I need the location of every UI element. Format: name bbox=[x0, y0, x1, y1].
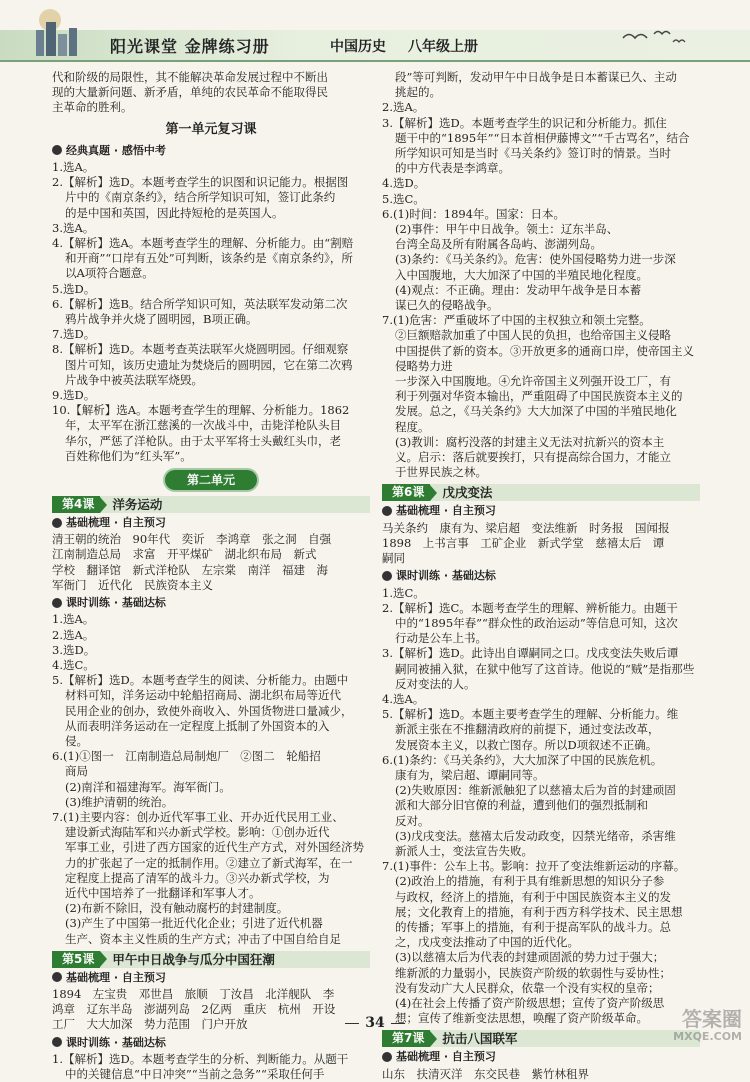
answer-line: 所学知识可知是当时《马关条约》签订时的情景。当时 bbox=[395, 146, 671, 161]
answer-line: (3)维护清朝的统治。 bbox=[65, 794, 174, 809]
section-subheading bbox=[52, 970, 370, 985]
keyword-line: 军衙门 近代化 民族资本主义 bbox=[52, 577, 213, 592]
answer-line: 派和大部分旧官僚的利益，遭到他们的强烈抵制和 bbox=[395, 798, 648, 813]
answer-line: 8.【解析】选D。本题考查英法联军火烧圆明园。仔细观察 bbox=[52, 342, 349, 357]
subheading-label: 基础梳理 · 自主预习 bbox=[66, 970, 166, 984]
answer-line: 没有发动广大人民群众，依靠一个没有实权的皇帝； bbox=[395, 980, 660, 995]
section-subheading bbox=[382, 1049, 700, 1064]
section-subheading bbox=[52, 595, 370, 610]
answer-line: 新派人士，变法宣告失败。 bbox=[395, 843, 533, 858]
answer-line: 和开商”“口岸有五处”可判断，该条约是《南京条约》，所 bbox=[65, 251, 353, 266]
answer-line: 1.选C。 bbox=[382, 585, 425, 600]
lesson-title: 甲午中日战争与瓜分中国狂潮 bbox=[112, 951, 275, 967]
answer-line: 展；文化教育上的措施，有利于西方科学技术、民主思想 bbox=[395, 904, 683, 919]
answer-line: 片中的《南京条约》，结合所学知识可知，签订此条约 bbox=[65, 190, 336, 205]
answer-line: 康有为，梁启超、谭嗣同等。 bbox=[395, 767, 545, 782]
answer-line: 6.(1)①图一 江南制造总局制炮厂 ②图二 轮船招 bbox=[52, 749, 321, 764]
answer-line: 从而表明洋务运动在一定程度上抵制了外国资本的入 bbox=[65, 718, 330, 733]
answer-line: 新派主张在不推翻清政府的前提下，通过变法改革， bbox=[395, 722, 660, 737]
answer-line: 义。启示：落后就要挨打，只有提高综合国力，才能立 bbox=[395, 450, 671, 465]
section-subheading bbox=[52, 143, 370, 158]
answer-line: 1.【解析】选D。本题考查学生的分析、判断能力。从题干 bbox=[52, 1051, 349, 1066]
subheading-label: 基础梳理 · 自主预习 bbox=[396, 1050, 496, 1064]
bullet-icon bbox=[52, 518, 62, 528]
keyword-line: 马关条约 康有为、梁启超 变法维新 时务报 国闻报 bbox=[382, 520, 670, 535]
answer-line: 民用企业的创办，致使外商收入、外国货物进口量减少， bbox=[65, 703, 353, 718]
keyword-line: 江南制造总局 求富 开平煤矿 湖北织布局 新式 bbox=[52, 547, 317, 562]
answer-line: 的中方代表是李鸿章。 bbox=[395, 161, 510, 176]
answer-line: 中国提供了新的资本。③开放更多的通商口岸，使帝国主义侵略势力进 bbox=[395, 343, 694, 373]
lesson-number: 第5课 bbox=[56, 951, 100, 968]
answer-line: 年，太平军在浙江慈溪的一次战斗中，击毙洋枪队头目 bbox=[65, 418, 341, 433]
answer-line: 谋已久的侵略战争。 bbox=[395, 298, 499, 313]
answer-line: 商局 bbox=[65, 764, 88, 779]
answer-line: 图片可知，该历史遗址为焚烧后的圆明园，它在第二次鸦 bbox=[65, 357, 353, 372]
answer-line: 定程度上提高了清军的战斗力。③兴办新式学校，为 bbox=[65, 870, 330, 885]
subheading-label: 课时训练 · 基础达标 bbox=[66, 596, 166, 610]
answer-line: 想；宣传了维新变法思想，唤醒了资产阶级革命。 bbox=[395, 1011, 648, 1026]
answer-line: (3)产生了中国第一批近代化企业；引进了近代机器 bbox=[65, 916, 323, 931]
bullet-icon bbox=[52, 1037, 62, 1047]
answer-line: 7.(1)危害：严重破坏了中国的主权独立和领土完整。 bbox=[382, 313, 651, 328]
answer-line: 力的扩张起了一定的抵制作用。②建立了新式海军，在一 bbox=[65, 855, 353, 870]
page-number-value: 34 bbox=[365, 1015, 385, 1031]
section-subheading bbox=[382, 503, 700, 518]
answer-line: (3)条约：《马关条约》。危害：使外国侵略势力进一步深 bbox=[395, 252, 676, 267]
answer-line: 侵。 bbox=[65, 733, 88, 748]
section-subheading bbox=[52, 515, 370, 530]
answer-line: 军事工业，引进了西方国家的近代生产方式，对外国经济势 bbox=[65, 840, 364, 855]
unit-badge: 第二单元 bbox=[165, 470, 257, 490]
answer-line: (3)以慈禧太后为代表的封建顽固派的势力过于强大； bbox=[395, 950, 665, 965]
answer-line: 反对变法的人。 bbox=[395, 676, 476, 691]
arrow-icon bbox=[100, 497, 107, 513]
answer-line: 7.选D。 bbox=[52, 327, 96, 342]
answer-line: 一步深入中国腹地。④允许帝国主义列强开设工厂，有 bbox=[395, 374, 671, 389]
answer-line: (4)在社会上传播了资产阶级思想；宣传了资产阶级思 bbox=[395, 995, 665, 1010]
answer-line: 利于列强对华资本输出，严重阻碍了中国民族资本主义的 bbox=[395, 389, 683, 404]
subheading-label: 基础梳理 · 自主预习 bbox=[66, 516, 166, 530]
arrow-icon bbox=[430, 485, 437, 501]
answer-line: 5.选D。 bbox=[52, 281, 96, 296]
answer-line: 9.选D。 bbox=[52, 388, 96, 403]
bullet-icon bbox=[52, 972, 62, 982]
answer-line: 2.选A。 bbox=[52, 627, 95, 642]
dash-divider bbox=[345, 1023, 359, 1024]
subheading-label: 课时训练 · 基础达标 bbox=[396, 569, 496, 583]
lesson-title: 戊戌变法 bbox=[442, 485, 493, 501]
answer-line: 于世界民族之林。 bbox=[395, 465, 487, 480]
answer-line: 百姓称他们为“红头军”。 bbox=[65, 448, 192, 463]
arrow-icon bbox=[100, 951, 107, 967]
answer-line: (2)政治上的措施，有利于具有维新思想的知识分子参 bbox=[395, 874, 665, 889]
answer-line: 1.选A。 bbox=[52, 160, 95, 175]
page-header bbox=[0, 0, 750, 62]
answer-line: (4)观点：不正确。理由：发动甲午战争是日本蓄 bbox=[395, 282, 642, 297]
answer-line: 6.(1)时间：1894年。国家：日本。 bbox=[382, 206, 566, 221]
answer-line: 2.【解析】选C。本题考查学生的理解、辨析能力。由题干 bbox=[382, 600, 678, 615]
answer-line: 4.选C。 bbox=[52, 657, 95, 672]
answer-line: 10.【解析】选A。本题考查学生的理解、分析能力。1862 bbox=[52, 403, 350, 418]
answer-line: 的是中国和英国，因此持短枪的是英国人。 bbox=[65, 205, 284, 220]
lesson6-answers bbox=[382, 586, 700, 1027]
answer-line: 6.(1)条约：《马关条约》，大大加深了中国的民族危机。 bbox=[382, 752, 663, 767]
answer-line: 3.【解析】选D。本题考查学生的识记和分析能力。抓住 bbox=[382, 115, 667, 130]
answer-line: 行动是公车上书。 bbox=[395, 631, 487, 646]
watermark-main: 答案圈 bbox=[682, 1007, 742, 1031]
keyword-line: 1894 左宝贵 邓世昌 旅顺 丁汝昌 北洋舰队 李 bbox=[52, 986, 335, 1001]
subheading-label: 基础梳理 · 自主预习 bbox=[396, 504, 496, 518]
answer-line: 入中国腹地，大大加深了中国的半殖民地化程度。 bbox=[395, 267, 648, 282]
answer-line: (2)事件：甲午中日战争。领土：辽东半岛、 bbox=[395, 222, 619, 237]
bullet-icon bbox=[52, 145, 62, 155]
lesson-number: 第7课 bbox=[386, 1030, 430, 1047]
lesson-number: 第6课 bbox=[386, 484, 430, 501]
dash-divider bbox=[391, 1023, 405, 1024]
right-column bbox=[382, 70, 700, 1082]
section-subheading bbox=[382, 568, 700, 583]
text-line: 主革命的胜利。 bbox=[52, 100, 133, 115]
keyword-line: 工厂 大大加深 势力范围 门户开放 bbox=[52, 1017, 248, 1032]
bullet-icon bbox=[382, 506, 392, 516]
answer-line: 3.选D。 bbox=[52, 642, 96, 657]
answer-line: 4.选D。 bbox=[382, 176, 426, 191]
answer-line: 维新派的力量弱小，民族资产阶级的软弱性与妥协性； bbox=[395, 965, 671, 980]
keyword-line: 山东 扶清灭洋 东交民巷 紫竹林租界 bbox=[382, 1066, 589, 1081]
answer-line: (2)失败原因：维新派触犯了以慈禧太后为首的封建顽固 bbox=[395, 783, 676, 798]
answer-line: 7.(1)主要内容：创办近代军事工业、开办近代民用工业、 bbox=[52, 809, 344, 824]
answer-line: (3)戊戌变法。慈禧太后发动政变，囚禁光绪帝，杀害维 bbox=[395, 828, 676, 843]
bullet-icon bbox=[382, 1052, 392, 1062]
answer-line: 1.选A。 bbox=[52, 612, 95, 627]
text-line: 现的大量新问题、新矛盾，单纯的农民革命不能取得民 bbox=[52, 85, 328, 100]
answer-line: 5.【解析】选D。本题主要考查学生的理解、分析能力。维 bbox=[382, 707, 679, 722]
answer-line: 与政权，经济上的措施，有利于中国民族资本主义的发 bbox=[395, 889, 671, 904]
review-title: 第一单元复习课 bbox=[165, 121, 257, 137]
lesson-header bbox=[52, 951, 370, 968]
answer-line: 以A项符合题意。 bbox=[65, 266, 154, 281]
grade-label: 八年级上册 bbox=[408, 39, 478, 55]
lesson-number: 第4课 bbox=[56, 496, 100, 513]
answer-line: (2)布新不除旧，没有触动腐朽的封建制度。 bbox=[65, 901, 289, 916]
preview-keywords bbox=[382, 521, 700, 567]
answer-line: 题干中的“1895年”“日本首相伊藤博文”“千古骂名”，结合 bbox=[395, 130, 690, 145]
subheading-label: 经典真题 · 感悟中考 bbox=[66, 143, 166, 157]
answer-line: 近代中国培养了一批翻译和军事人才。 bbox=[65, 885, 261, 900]
arrow-icon bbox=[430, 1031, 437, 1047]
section-subheading bbox=[52, 1035, 370, 1050]
series-title: 阳光课堂 金牌练习册 bbox=[110, 37, 270, 56]
lesson-header bbox=[382, 484, 700, 501]
review-answers bbox=[52, 160, 370, 464]
answer-line: 生产、资本主义性质的生产方式；冲击了中国自给自足 bbox=[65, 931, 341, 946]
watermark-sub: MXQE.COM bbox=[673, 1030, 742, 1043]
birds-icon bbox=[618, 26, 688, 48]
bullet-icon bbox=[52, 598, 62, 608]
preview-keywords bbox=[52, 532, 370, 593]
city-tower-icon bbox=[28, 6, 84, 56]
answer-line: 发展。总之，《马关条约》大大加深了中国的半殖民地化 bbox=[395, 404, 677, 419]
answer-line: 华尔，严惩了洋枪队。由于太平军将士头戴红头巾，老 bbox=[65, 433, 341, 448]
answer-line: 的传播；军事上的措施，有利于提高军队的战斗力。总 bbox=[395, 919, 671, 934]
answer-line: ②巨额赔款加重了中国人民的负担，也给帝国主义侵略 bbox=[395, 328, 671, 343]
keyword-line: 学校 翻译馆 新式洋枪队 左宗棠 南洋 福建 海 bbox=[52, 562, 328, 577]
keyword-line: 鸿章 辽东半岛 澎湖列岛 2亿两 重庆 杭州 开设 bbox=[52, 1002, 336, 1017]
answer-line: 段”等可判断，发动甲午中日战争是日本蓄谋已久、主动 bbox=[395, 70, 677, 84]
answer-line: 4.选A。 bbox=[382, 691, 425, 706]
keyword-line: 清王朝的统治 90年代 奕䜣 李鸿章 张之洞 自强 bbox=[52, 532, 332, 547]
left-column bbox=[52, 70, 370, 1082]
answer-line: 中的“1895年春”“群众性的政治运动”等信息可知，这次 bbox=[395, 615, 678, 630]
subheading-label: 课时训练 · 基础达标 bbox=[66, 1035, 166, 1049]
answer-line: 挑起的。 bbox=[395, 85, 441, 100]
bullet-icon bbox=[382, 571, 392, 581]
text-line: 代和阶级的局限性，其不能解决革命发展过程中不断出 bbox=[52, 70, 328, 84]
answer-line: 5.选C。 bbox=[382, 191, 425, 206]
answer-line: 鸦片战争并火烧了圆明园，B项正确。 bbox=[65, 312, 258, 327]
lesson5-answers-continued bbox=[382, 70, 700, 480]
answer-line: 2.选A。 bbox=[382, 100, 425, 115]
answer-line: 台湾全岛及所有附属各岛屿、澎湖列岛。 bbox=[395, 237, 602, 252]
answer-line: 3.选A。 bbox=[52, 220, 95, 235]
lesson-title: 洋务运动 bbox=[112, 496, 163, 512]
answer-line: 6.【解析】选B。结合所学知识可知，英法联军发动第二次 bbox=[52, 296, 348, 311]
answer-line: 7.(1)事件：公车上书。影响：拉开了变法维新运动的序幕。 bbox=[382, 859, 686, 874]
lesson5-answers bbox=[52, 1052, 370, 1082]
answer-line: (3)教训：腐朽没落的封建主义无法对抗新兴的资本主 bbox=[395, 434, 665, 449]
answer-line: 之，戊戌变法推动了中国的近代化。 bbox=[395, 935, 579, 950]
answer-line: 4.【解析】选A。本题考查学生的理解、分析能力。由“割赔 bbox=[52, 236, 354, 251]
keyword-line: 1898 上书言事 工矿企业 新式学堂 慈禧太后 谭 bbox=[382, 535, 665, 550]
answer-line: 嗣同被捕入狱，在狱中他写了这首诗。他说的“贼”是指那些 bbox=[395, 661, 695, 676]
answer-line: 发展资本主义，以救亡图存。所以D项叙述不正确。 bbox=[395, 737, 658, 752]
subject-label: 中国历史 bbox=[330, 39, 386, 55]
lesson-header bbox=[52, 496, 370, 513]
answer-line: 反对。 bbox=[395, 813, 430, 828]
lesson4-answers bbox=[52, 612, 370, 946]
intro-paragraph bbox=[52, 70, 370, 116]
answer-line: 3.【解析】选D。此诗出自谭嗣同之口。戊戌变法失败后谭 bbox=[382, 646, 679, 661]
answer-line: (2)南洋和福建海军。海军衙门。 bbox=[65, 779, 231, 794]
answer-line: 5.【解析】选D。本题考查学生的阅读、分析能力。由题中 bbox=[52, 673, 349, 688]
answer-line: 建设新式海陆军和兴办新式学校。影响：①创办近代 bbox=[65, 825, 330, 840]
answer-line: 程度。 bbox=[395, 419, 430, 434]
keyword-line: 嗣同 bbox=[382, 551, 405, 566]
answer-line: 2.【解析】选D。本题考查学生的识图和识记能力。根据图 bbox=[52, 175, 349, 190]
answer-line: 片战争中被英法联军烧毁。 bbox=[65, 372, 203, 387]
answer-line: 中的关键信息“中日冲突”“当前之急务”“采取任何手 bbox=[65, 1066, 325, 1081]
answer-line: 材料可知，洋务运动中轮船招商局、湖北织布局等近代 bbox=[65, 688, 341, 703]
lesson-title: 抗击八国联军 bbox=[442, 1031, 518, 1047]
site-watermark bbox=[612, 1007, 742, 1050]
